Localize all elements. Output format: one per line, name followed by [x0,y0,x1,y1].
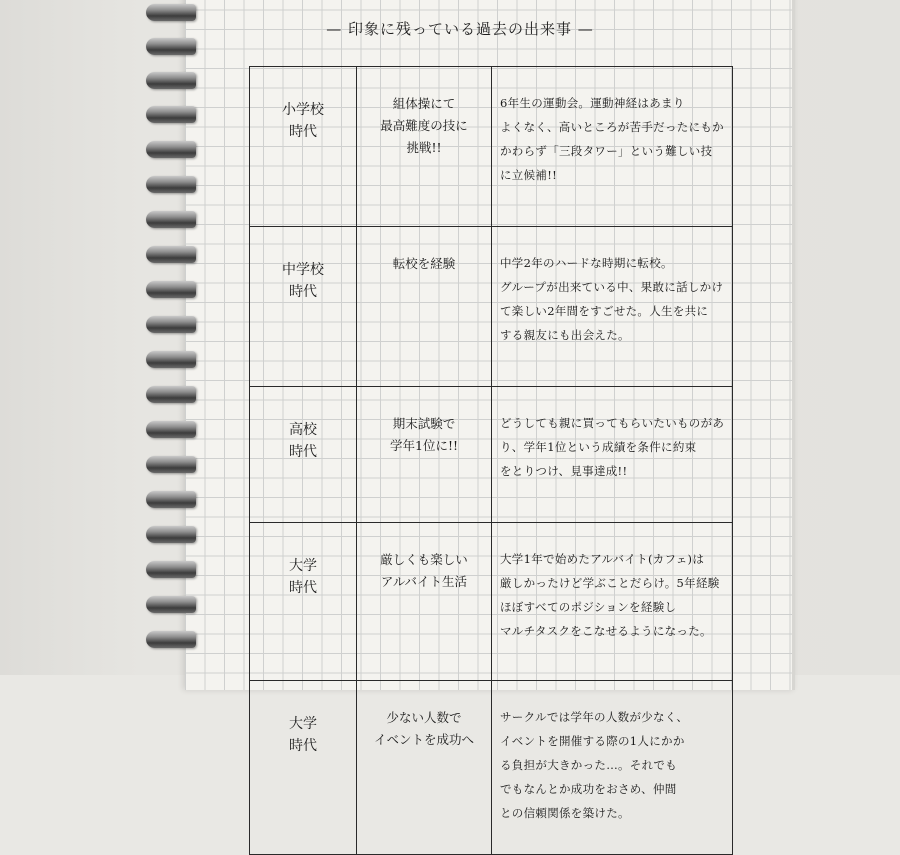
event-text: 少ない人数で [386,710,462,725]
detail-cell [492,523,733,681]
detail-line: どうしても親に買ってもらいたいものがあ [500,416,725,430]
event-text: 転校を経験 [392,256,456,271]
table-row [250,227,733,387]
binding-ring [146,386,196,403]
binding-ring [146,631,196,648]
table-row [250,681,733,855]
binding-ring [146,38,196,55]
era-label: 時代 [289,580,317,596]
detail-line: グループが出来ている中、果敢に話しかけ [500,280,724,294]
event-cell [357,681,492,855]
binding-ring [146,72,196,89]
spiral-binding [140,0,200,675]
binding-ring [146,281,196,298]
binding-ring [146,176,196,193]
event-cell [357,227,492,387]
event-text: 組体操にて [392,96,456,111]
detail-line: する親友にも出会えた。 [500,328,630,342]
binding-ring [146,596,196,613]
binding-ring [146,316,196,333]
detail-line: る負担が大きかった…。それでも [500,758,677,772]
detail-line: 中学2年のハードな時期に転校。 [500,256,673,270]
event-text: 学年1位に!! [390,438,458,453]
era-label: 大学 [289,558,317,574]
era-cell [250,227,357,387]
era-label: 中学校 [282,262,324,278]
binding-ring [146,421,196,438]
detail-cell [492,387,733,523]
event-text: イベントを成功へ [373,732,474,747]
detail-line: て楽しい2年間をすごせた。人生を共に [500,304,709,318]
era-label: 時代 [289,284,317,300]
era-label: 大学 [289,716,317,732]
era-label: 時代 [289,124,317,140]
table-row [250,67,733,227]
binding-ring [146,141,196,158]
detail-line: マルチタスクをこなせるようになった。 [500,624,712,638]
era-cell [250,387,357,523]
page-edge [792,0,795,690]
detail-line: 大学1年で始めたアルバイト(カフェ)は [500,552,705,566]
era-label: 小学校 [282,102,324,118]
detail-line: かわらず「三段タワー」という難しい技 [500,144,713,158]
detail-line: り、学年1位という成績を条件に約束 [500,440,697,454]
detail-line: でもなんとか成功をおさめ、仲間 [500,782,677,796]
events-table [249,66,733,855]
binding-ring [146,526,196,543]
binding-ring [146,246,196,263]
detail-line: 厳しかったけど学ぶことだらけ。5年経験 [500,576,720,590]
event-text: 厳しくも楽しい [380,552,468,567]
detail-line: サークルでは学年の人数が少なく、 [500,710,689,724]
page-title: — 印象に残っている過去の出来事 — [326,20,594,38]
binding-ring [146,351,196,368]
binding-ring [146,456,196,473]
event-cell [357,387,492,523]
era-label: 時代 [289,738,317,754]
detail-line: との信頼関係を築けた。 [500,806,630,820]
event-text: 期末試験で [392,416,456,431]
binding-ring [146,4,196,21]
era-cell [250,681,357,855]
binding-ring [146,106,196,123]
era-cell [250,523,357,681]
binding-ring [146,211,196,228]
detail-cell [492,227,733,387]
event-text: 挑戦!! [406,140,442,155]
era-label: 時代 [289,444,317,460]
detail-line: をとりつけ、見事達成!! [500,464,628,478]
event-text: 最高難度の技に [380,118,468,133]
detail-cell [492,681,733,855]
binding-ring [146,561,196,578]
event-text: アルバイト生活 [380,574,468,589]
detail-line: 6年生の運動会。運動神経はあまり [500,96,685,110]
detail-line: イベントを開催する際の1人にかか [500,734,685,748]
era-cell [250,67,357,227]
event-cell [357,67,492,227]
era-label: 高校 [289,422,317,438]
table-row [250,387,733,523]
event-cell [357,523,492,681]
binding-ring [146,491,196,508]
detail-cell [492,67,733,227]
detail-line: に立候補!! [500,168,558,182]
detail-line: ほぼすべてのポジションを経験し [500,600,677,614]
table-row [250,523,733,681]
detail-line: よくなく、高いところが苦手だったにもか [500,120,724,134]
